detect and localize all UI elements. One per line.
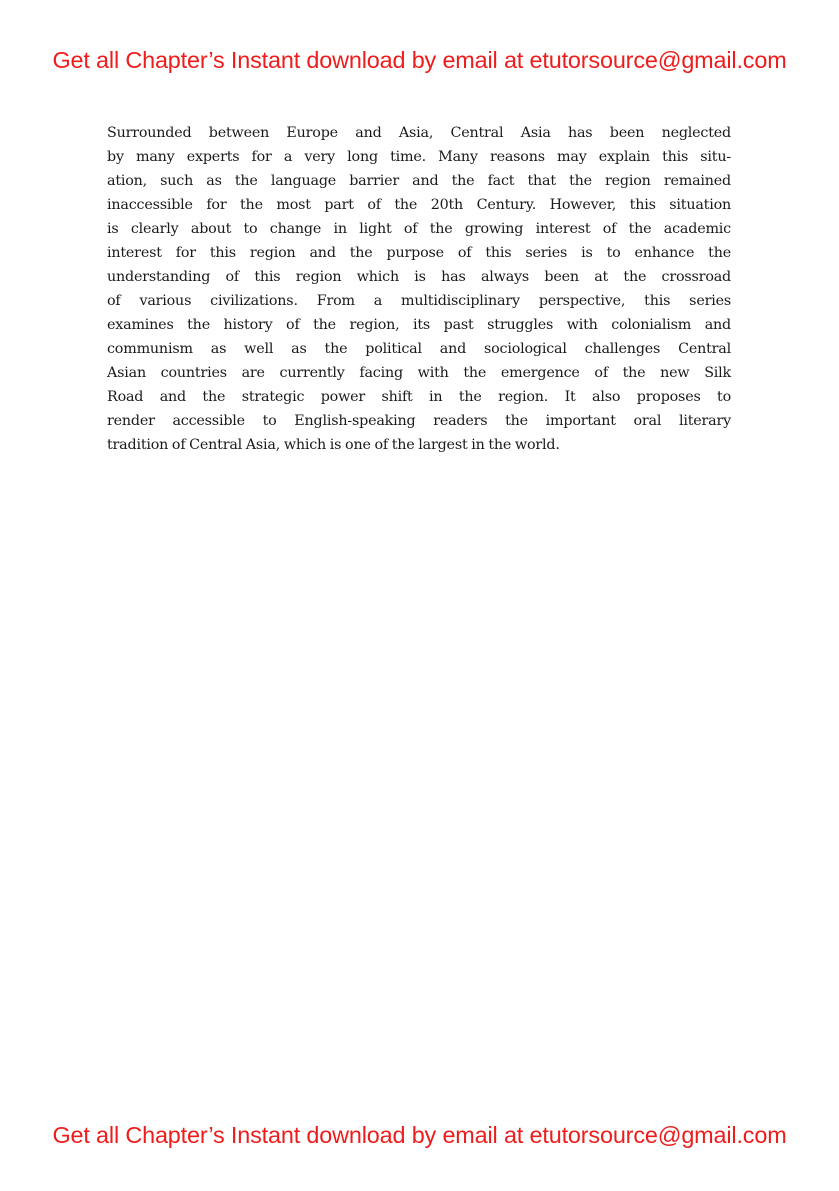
- text-line: render accessible to English-speaking readers the important oral literary: [107, 413, 731, 429]
- text-line: by many experts for a very long time. Many reasons may explain this situ-: [107, 149, 731, 165]
- text-line: Road and the strategic power shift in the region. It also proposes to: [107, 389, 731, 405]
- series-description: [107, 121, 731, 457]
- text-line: ation, such as the language barrier and the fact that the region remained: [107, 173, 731, 189]
- download-banner-top: Get all Chapter’s Instant download by email at etutorsource@gmail.com: [52, 47, 787, 73]
- text-line: of various civilizations. From a multidisciplinary perspective, this series: [107, 293, 731, 309]
- text-line: examines the history of the region, its past struggles with colonialism and: [107, 317, 731, 333]
- text-line: understanding of this region which is has always been at the crossroad: [107, 269, 731, 285]
- text-line: tradition of Central Asia, which is one of the largest in the world.: [107, 437, 560, 453]
- text-line: interest for this region and the purpose of this series is to enhance the: [107, 245, 731, 261]
- text-line: Surrounded between Europe and Asia, Central Asia has been neglected: [107, 125, 731, 141]
- text-line: inaccessible for the most part of the 20th Century. However, this situation: [107, 197, 731, 213]
- text-line: communism as well as the political and sociological challenges Central: [107, 341, 731, 357]
- text-line: is clearly about to change in light of the growing interest of the academic: [107, 221, 731, 237]
- text-line: Asian countries are currently facing with the emergence of the new Silk: [107, 365, 731, 381]
- download-banner-bottom: Get all Chapter’s Instant download by email at etutorsource@gmail.com: [52, 1122, 787, 1148]
